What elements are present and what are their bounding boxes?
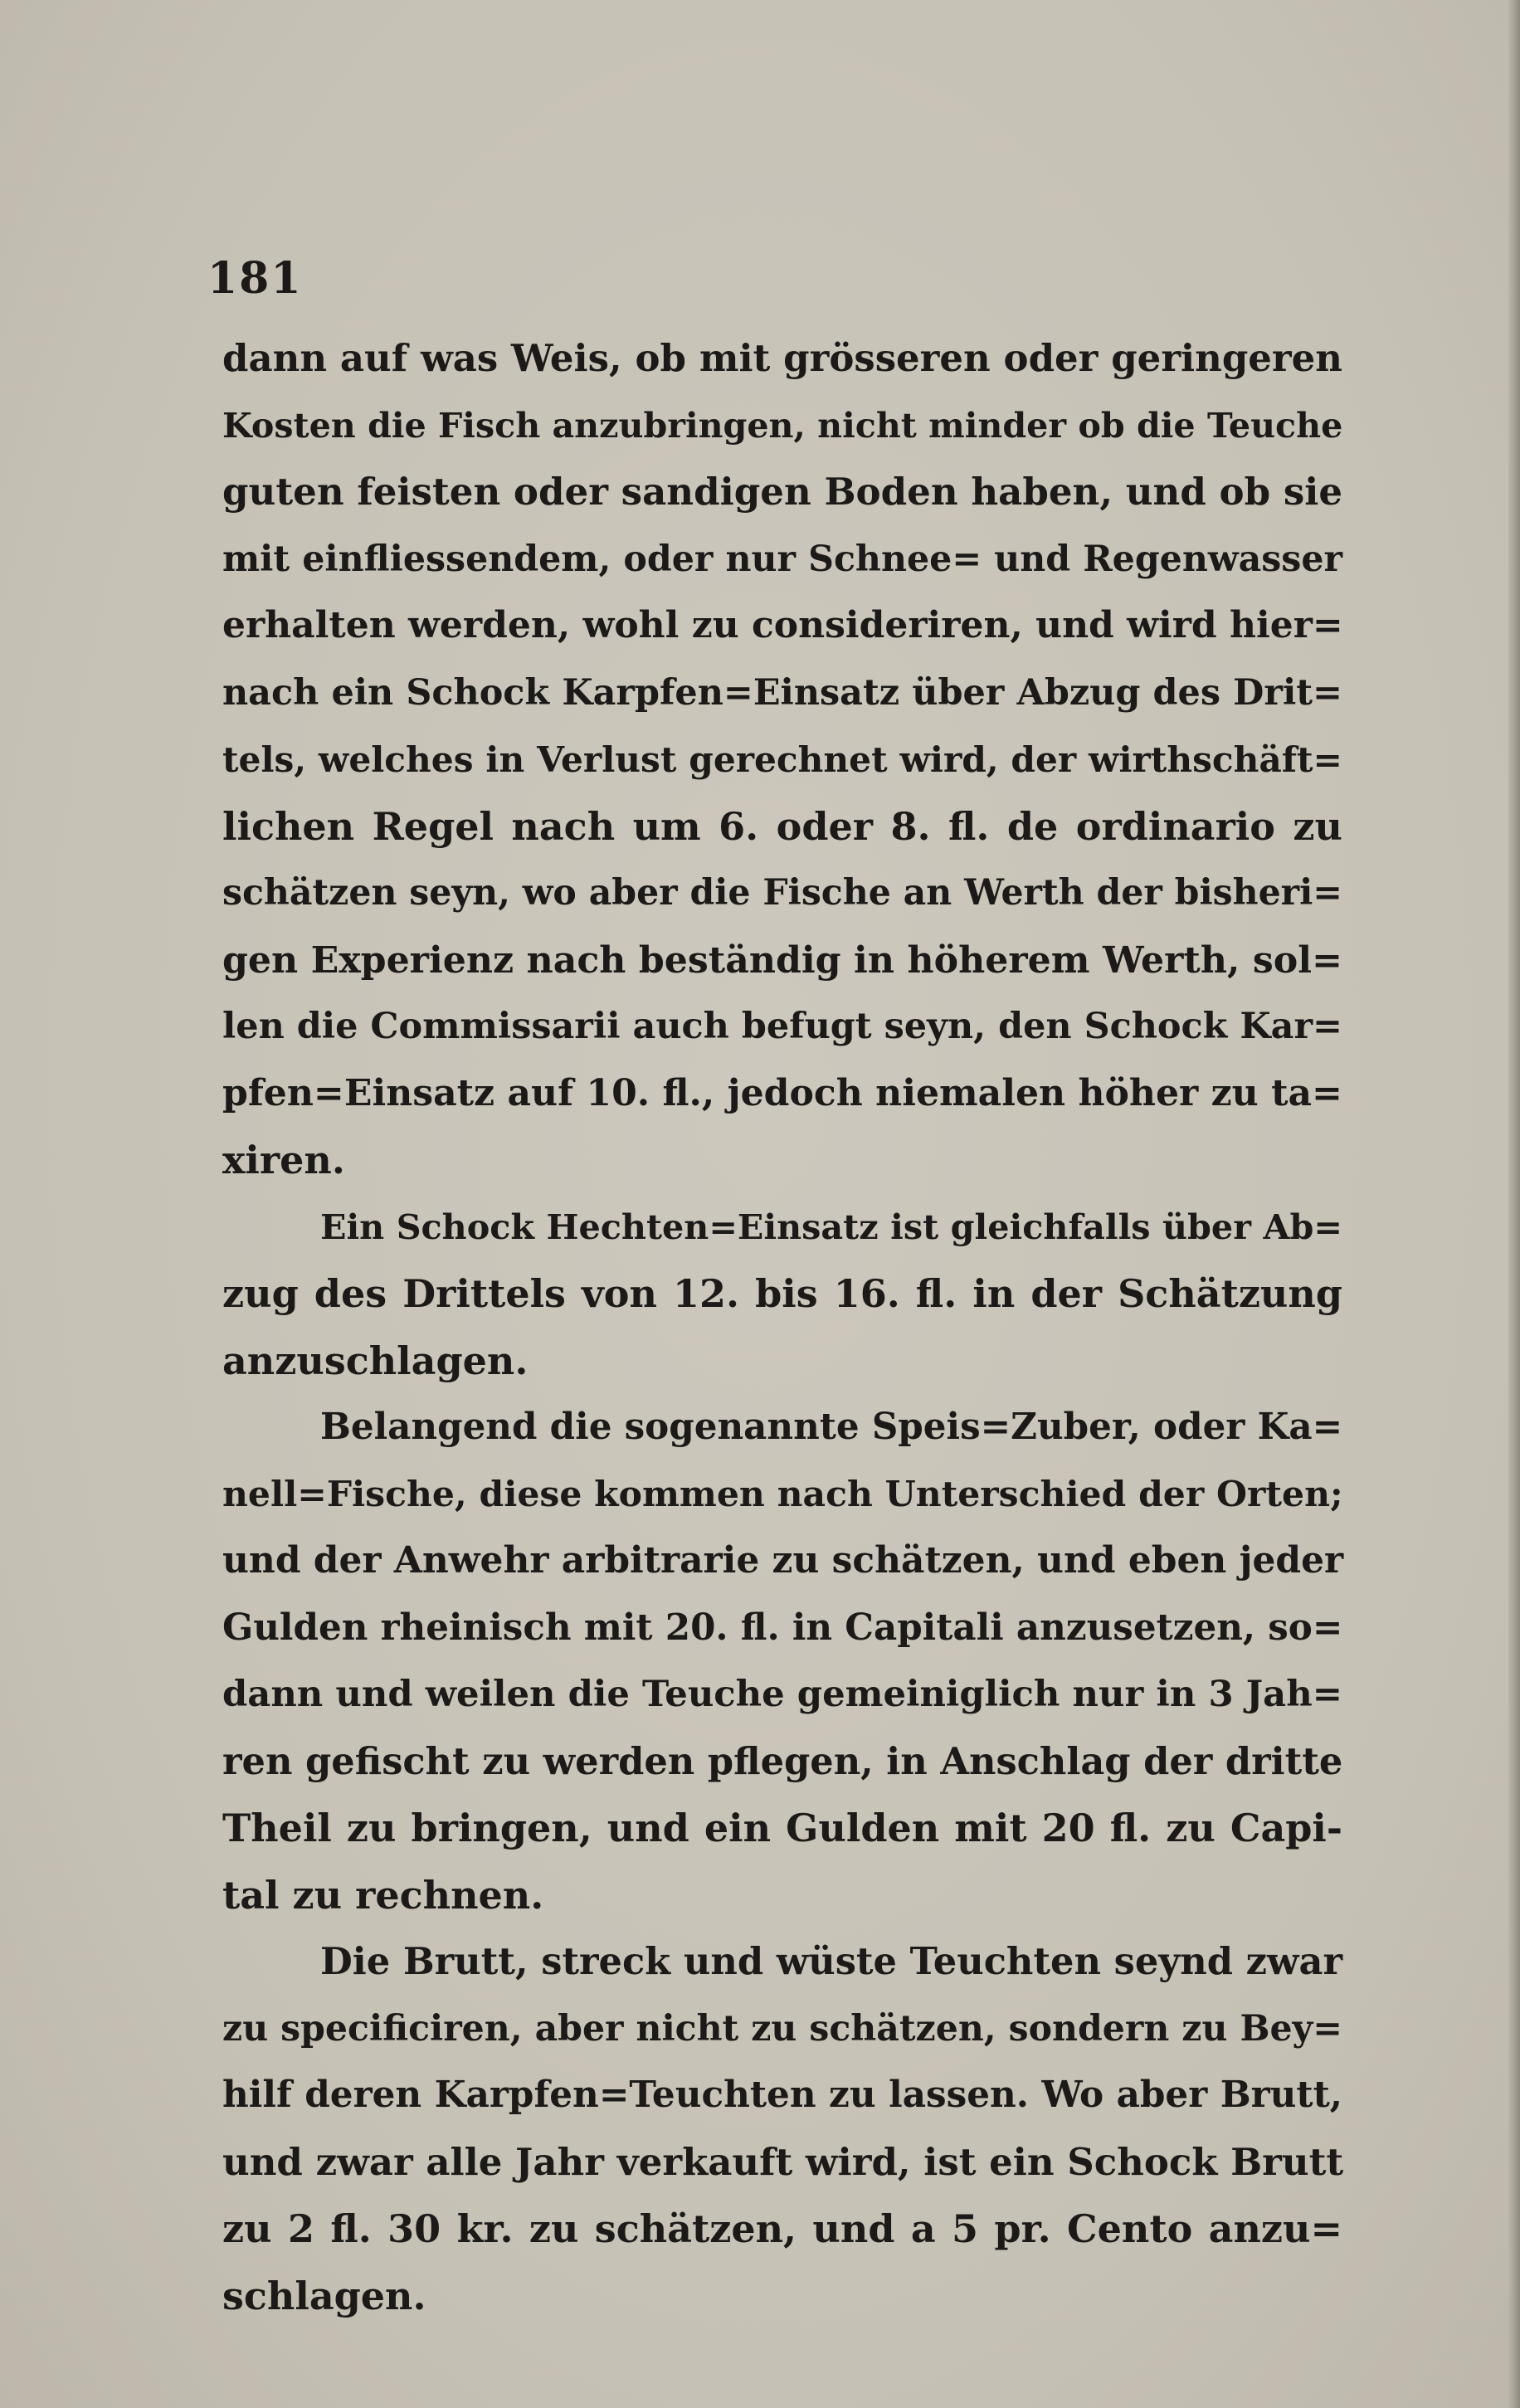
text-line: Kosten die Fisch anzubringen, nicht minder ob die Teuche — [222, 404, 1343, 446]
text-line: zu specificiren, aber nicht zu schätzen, sondern zu Bey= — [222, 2007, 1342, 2050]
text-line: len die Commissarii auch befugt seyn, den Schock Kar= — [222, 1006, 1342, 1047]
text-line: zug des Drittels von 12. bis 16. fl. in der Schätzung — [222, 1271, 1342, 1316]
text-line: mit einfliessendem, oder nur Schnee= und Regenwasser — [222, 538, 1342, 580]
text-line: und zwar alle Jahr verkauft wird, ist ein Schock Brutt — [222, 2139, 1344, 2184]
page-edge-shadow — [1508, 0, 1520, 2408]
text-line: tels, welches in Verlust gerechnet wird, der wirthschäft= — [222, 738, 1342, 780]
text-line: schlagen. — [222, 2273, 426, 2318]
text-line: Gulden rheinisch mit 20. fl. in Capitali anzusetzen, so= — [222, 1606, 1343, 1649]
text-line: dann und weilen die Teuche gemeiniglich nur in 3 Jah= — [222, 1673, 1342, 1715]
text-line: zu 2 fl. 30 kr. zu schätzen, und a 5 pr. Cento anzu= — [222, 2206, 1342, 2251]
text-line: guten feisten oder sandigen Boden haben, und ob sie — [222, 470, 1343, 514]
text-line: nell=Fische, diese kommen nach Unterschied der Orten; — [222, 1473, 1343, 1515]
text-line: tal zu rechnen. — [222, 1872, 544, 1918]
text-line: Ein Schock Hechten=Einsatz ist gleichfalls über Ab= — [320, 1206, 1342, 1247]
text-line: lichen Regel nach um 6. oder 8. fl. de ordinario zu — [222, 803, 1342, 849]
text-line: Theil zu bringen, und ein Gulden mit 20 fl. zu Capi- — [222, 1806, 1342, 1850]
text-line: pfen=Einsatz auf 10. fl., jedoch niemalen höher zu ta= — [222, 1071, 1342, 1114]
text-line: hilf deren Karpfen=Teuchten zu lassen. Wo aber Brutt, — [222, 2074, 1342, 2116]
text-line: schätzen seyn, wo aber die Fische an Werth der bisheri= — [222, 872, 1342, 914]
text-line: und der Anwehr arbitrarie zu schätzen, und eben jeder — [222, 1539, 1344, 1582]
text-line: gen Experienz nach beständig in höherem Werth, sol= — [222, 938, 1342, 982]
text-line: Belangend die sogenannte Speis=Zuber, oder Ka= — [320, 1406, 1343, 1448]
text-line: dann auf was Weis, ob mit grösseren oder geringeren — [222, 336, 1342, 380]
text-line: ren gefischt zu werden pflegen, in Anschlag der dritte — [222, 1738, 1343, 1783]
text-line: xiren. — [222, 1138, 345, 1182]
text-line: nach ein Schock Karpfen=Einsatz über Abzug des Drit= — [222, 671, 1342, 714]
text-line: Die Brutt, streck und wüste Teuchten seynd zwar — [320, 1939, 1342, 1983]
page-number: 181 — [207, 253, 303, 304]
text-line: anzuschlagen. — [222, 1338, 529, 1383]
text-line: erhalten werden, wohl zu consideriren, und wird hier= — [222, 604, 1343, 646]
body-text — [222, 325, 1342, 2329]
